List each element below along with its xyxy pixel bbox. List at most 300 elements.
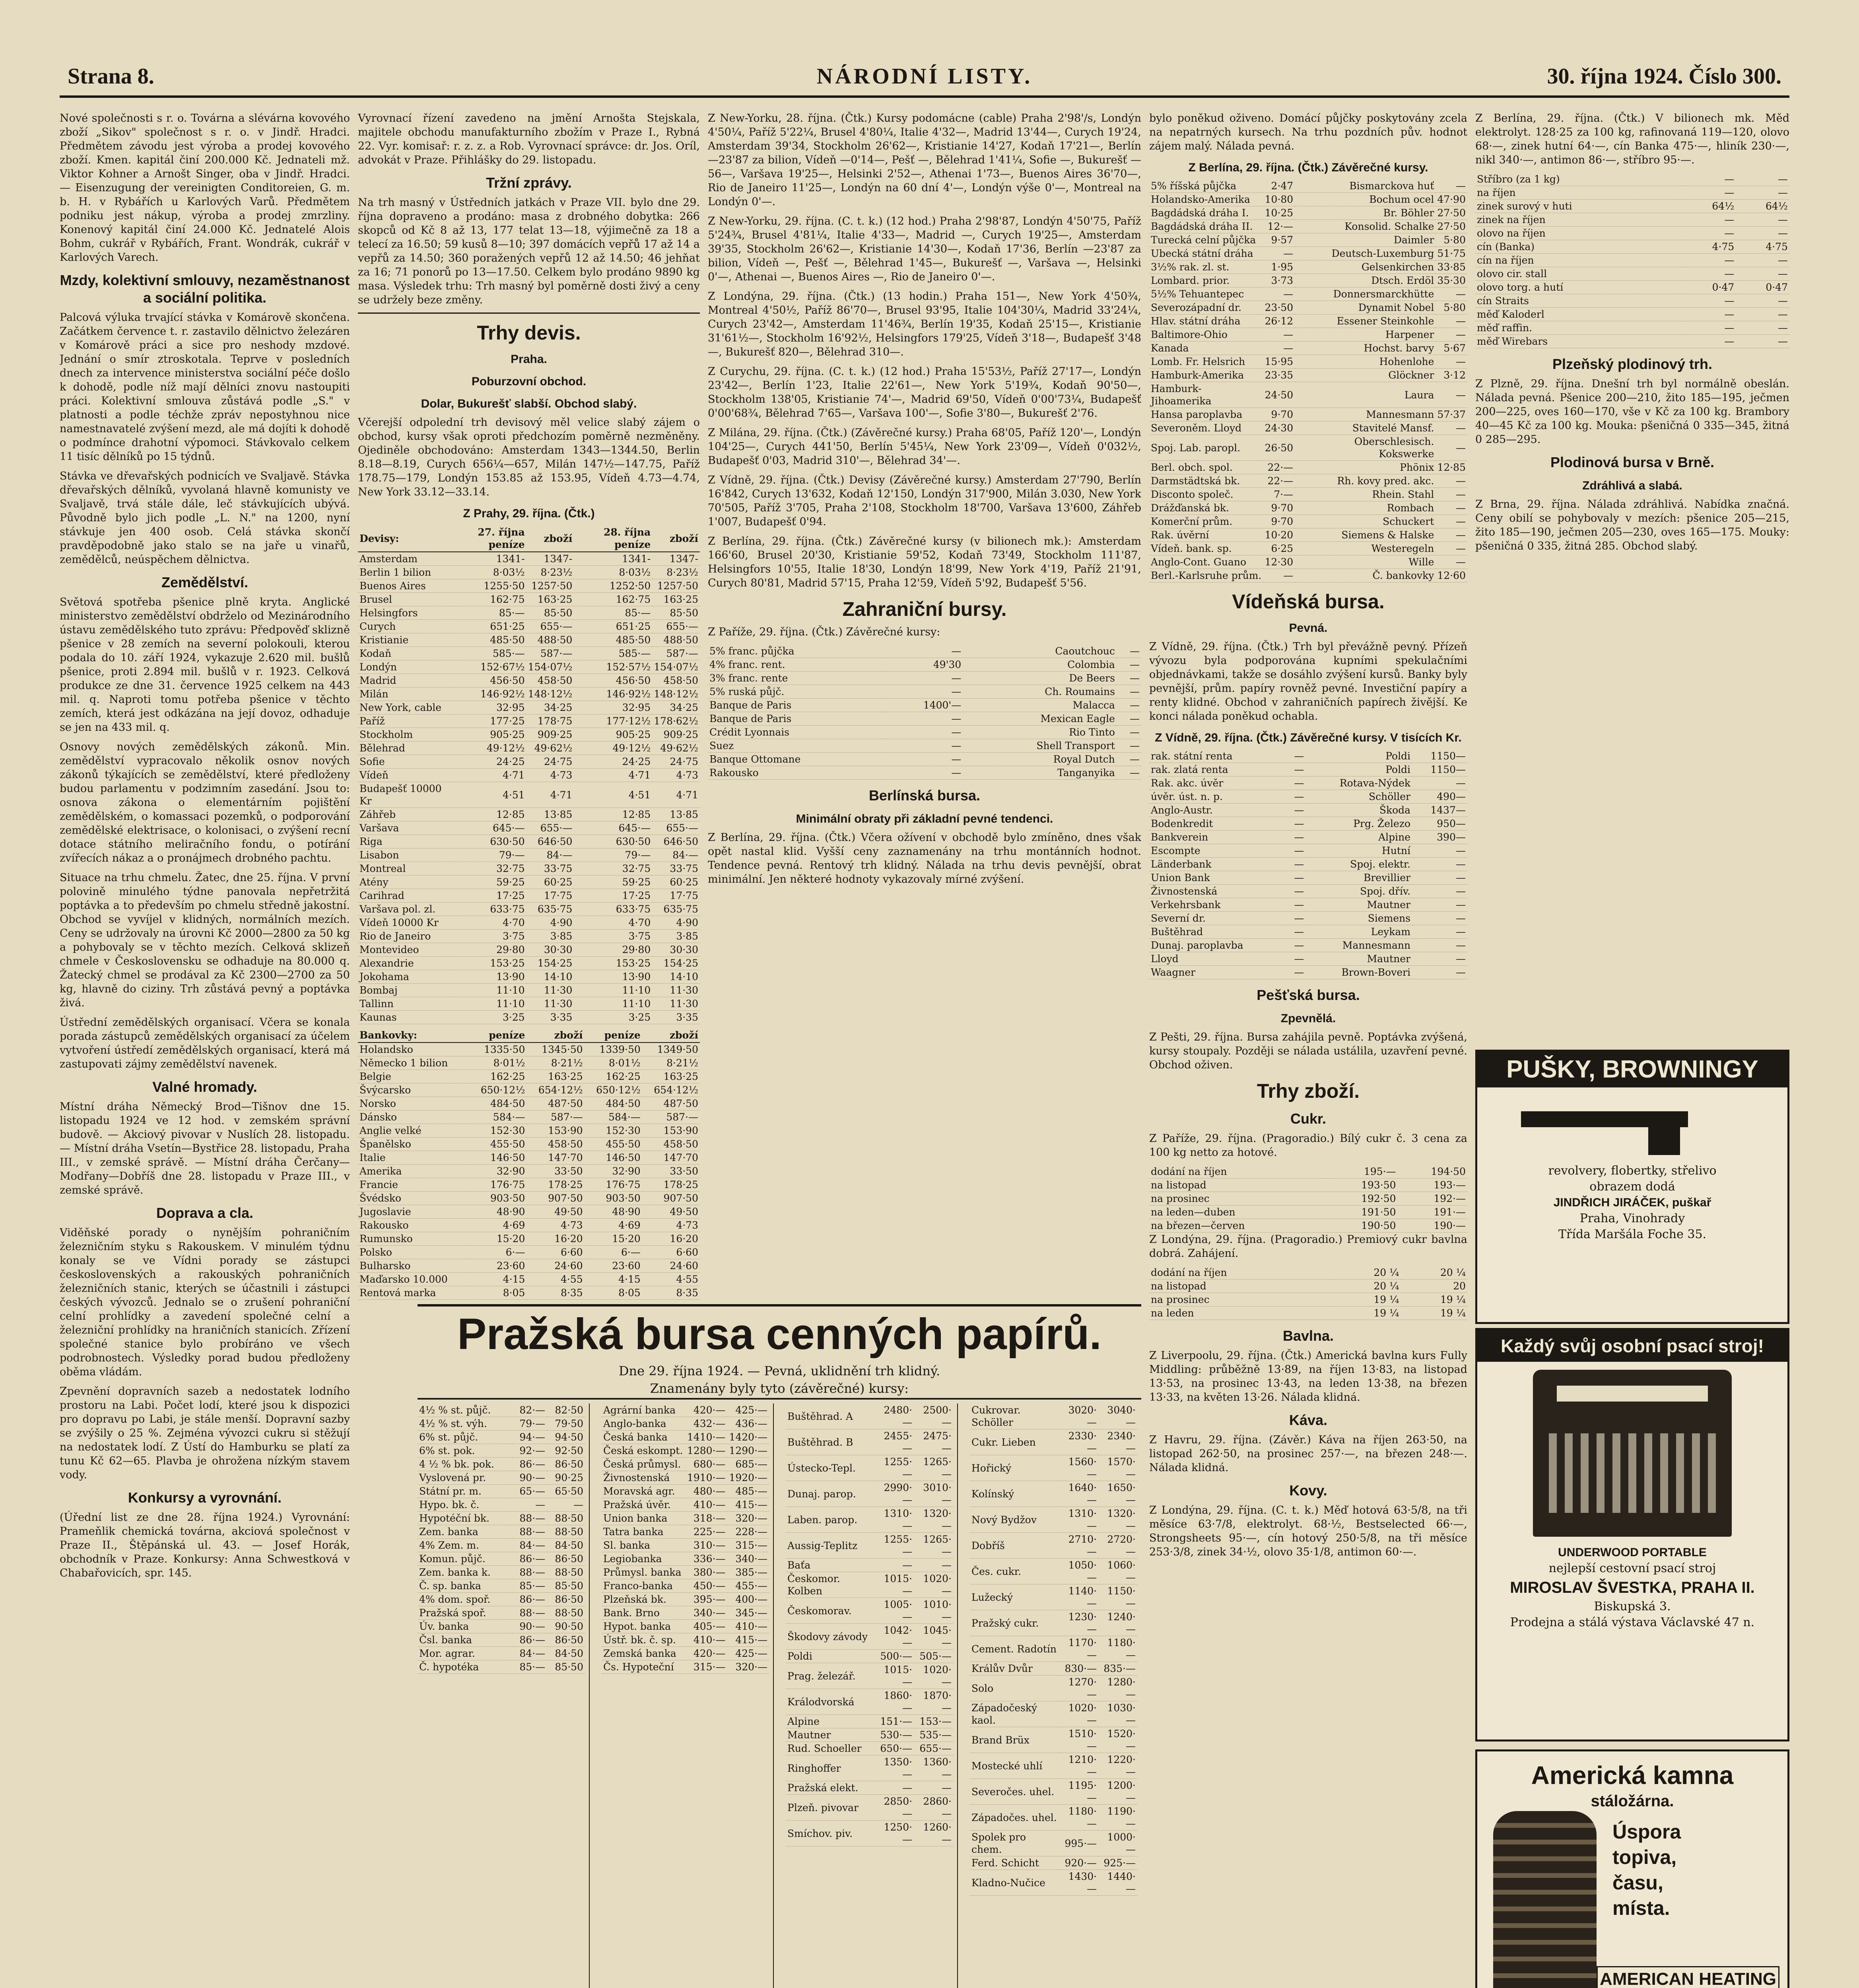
table-cell: 1510·—: [1059, 1727, 1098, 1753]
table-cell: 1345·50: [526, 1043, 584, 1056]
section-heading-bankruptcies: Konkursy a vyrovnání.: [128, 1489, 282, 1506]
berlin-table-title: Z Berlína, 29. října. (Čtk.) Závěrečné kursy.: [1188, 161, 1428, 174]
table-cell: 456·50: [448, 674, 526, 687]
table-cell: 485·—: [727, 1485, 769, 1498]
article-zurich: Z Curychu, 29. října. (C. t. k.) (12 hod.) Praha 15'53½, Paříž 27'17—, Londýn 23'42—, Berlín 1'23, Italie 22'61—, New York 5'19¾, Kodaň 90'50—, Stockholm 138'05, Kristianie 74'—, Madrid 69'50, Vídeň 0'00'73¼, Budapešť 0'00'68¾, Bělehrad 7'65—, Varšava 100'—, Sofie 3'80—, Bukurešť 2'76.: [708, 365, 1141, 419]
bourse-row: [970, 1727, 1137, 1753]
banknotes-col-header: peníze: [585, 1028, 642, 1043]
table-cell: —: [886, 645, 963, 658]
table-cell: Ferd. Schicht: [970, 1856, 1059, 1870]
bourse-column: [602, 1404, 774, 1988]
article-svaljava-strike: Stávka ve dřevařských podnicích ve Svaljavě. Stávka dřevařských dělníků, vyvolaná hlavně komunisty ve Svaljavě, trvá stále dále, leč stávkujících ubývá. Původně bylo jich podle „L. N." na 1200, nyní stávkuje jen 400 osob. Celá stávka skončí pravděpodobně jako stalo se na jaře u vinařů, zemědělců, neúspěchem dělnictva.: [60, 470, 350, 566]
table-cell: —: [1682, 294, 1736, 308]
bourse-row: [602, 1660, 769, 1674]
table-cell: 3·25: [448, 1011, 526, 1024]
subheading-after-bourse: Poburzovní obchod.: [471, 375, 587, 388]
table-cell: 24·30: [1263, 421, 1295, 435]
table-cell: 64½: [1736, 200, 1789, 213]
prague-bourse-subtitle: Dne 29. října 1924. — Pevná, uklidnění trh klidný.: [618, 1363, 940, 1378]
table-cell: 86·50: [547, 1593, 585, 1606]
table-cell: —: [1287, 763, 1305, 777]
table-cell: Pražská úvěr.: [602, 1498, 685, 1512]
table-cell: 11·30: [526, 984, 574, 997]
table-cell: Komun. půjč.: [418, 1552, 512, 1566]
berlin-share-row: [1149, 569, 1467, 582]
table-cell: 630·50: [448, 835, 526, 848]
article-border-traffic: Viděňské porady o nynějším pohraničním železničním styku s Rakouskem. V minulém týdnu konaly se ve Vídni porady se zástupci československých a rakouských pohraničních železničních stanic, kterých se účastnili i zástupci českých vývozců. Jednalo se o zrušení pohraniční celní prohlídky a zavedení společné celní a železniční prohlídky na hraničních stanicích. Zřízení společné stanice bylo probíráno ve všech podrobnostech. Výsledky porad budou předloženy oběma vládám.: [60, 1227, 350, 1378]
table-cell: Lužecký: [970, 1584, 1059, 1610]
table-cell: Č. sp. banka: [418, 1579, 512, 1593]
ad-stove: [1475, 1749, 1789, 1988]
table-cell: Českomor. Kolben: [786, 1572, 874, 1598]
table-cell: 154·07½: [526, 660, 574, 674]
table-cell: 12·85: [1436, 461, 1467, 474]
table-cell: olovo cir. stall: [1475, 267, 1682, 281]
table-cell: 4·90: [526, 916, 574, 930]
table-cell: 49·62½: [652, 742, 700, 755]
table-cell: 94·50: [547, 1431, 585, 1444]
table-cell: Lomb. Fr. Helsrich: [1149, 355, 1263, 369]
table-cell: 4·73: [526, 769, 574, 782]
vienna-share-row: [1149, 939, 1467, 952]
table-cell: dodání na říjen: [1149, 1165, 1328, 1178]
table-cell: dodání na říjen: [1149, 1266, 1334, 1279]
table-cell: 1265·—: [914, 1455, 953, 1481]
bourse-row: [418, 1633, 585, 1647]
table-cell: 5·67: [1436, 342, 1467, 355]
table-cell: Českomorav.: [786, 1598, 874, 1624]
table-cell: 4·69: [469, 1219, 526, 1232]
table-cell: 12·85: [448, 808, 526, 821]
table-cell: Vídeň. bank. sp.: [1149, 542, 1263, 555]
table-cell: —: [1287, 831, 1305, 844]
table-cell: Laura: [1295, 382, 1436, 408]
table-cell: Deutsch-Luxemburg: [1295, 247, 1436, 260]
table-cell: 154·25: [652, 957, 700, 970]
table-cell: 2500·—: [914, 1404, 953, 1429]
bourse-row: [602, 1404, 769, 1417]
berlin-share-row: [1149, 260, 1467, 274]
metal-row: [1475, 308, 1789, 321]
table-cell: na listopad: [1149, 1279, 1334, 1293]
table-cell: —: [1682, 213, 1736, 227]
table-cell: Nový Bydžov: [970, 1507, 1059, 1533]
table-cell: 49·12½: [448, 742, 526, 755]
table-cell: —: [1117, 672, 1141, 685]
table-cell: Kodaň: [358, 647, 448, 660]
table-cell: 650·12½: [469, 1083, 526, 1097]
article-plzen: Z Plzně, 29. října. Dnešní trh byl normálně obeslán. Nálada pevná. Pšenice 200—210, žito 185—195, ječmen 200—225, oves 160—170, vše v Kč za 100 kg. Brambory 40—45 Kč za 100 kg. Mouka: pšeničná 0 335—345, žitná 0 285—295.: [1475, 378, 1789, 446]
table-cell: 4·51: [574, 782, 652, 808]
table-cell: Essener Steinkohle: [1295, 315, 1436, 328]
table-cell: 1210·—: [1059, 1753, 1098, 1779]
table-cell: 485·50: [574, 633, 652, 647]
table-cell: Anglo-Austr.: [1149, 804, 1287, 817]
sugar-row: [1149, 1165, 1467, 1178]
table-cell: 1640·—: [1059, 1481, 1098, 1507]
table-cell: Kladno-Nučice: [970, 1870, 1059, 1896]
table-cell: —: [1263, 247, 1295, 260]
devisen-row: [358, 552, 700, 566]
table-cell: 4½ % st. půjč.: [418, 1404, 512, 1417]
table-cell: Buštěhrad. B: [786, 1429, 874, 1455]
table-cell: 30·30: [526, 943, 574, 957]
table-cell: Amsterdam: [358, 552, 448, 566]
table-cell: 8·23½: [652, 566, 700, 579]
table-cell: Drážďanská bk.: [1149, 501, 1263, 515]
table-cell: —: [1263, 287, 1295, 301]
devisen-row: [358, 647, 700, 660]
table-cell: 177·12½: [574, 714, 652, 728]
table-cell: Riga: [358, 835, 448, 848]
table-cell: Hamburk-Amerika: [1149, 369, 1263, 382]
bourse-row: [602, 1498, 769, 1512]
table-cell: Bankverein: [1149, 831, 1287, 844]
vienna-shares-table: [1149, 749, 1467, 979]
table-cell: 395·—: [685, 1593, 727, 1606]
devisen-row: [358, 633, 700, 647]
table-cell: Ústř. bk. č. sp.: [602, 1633, 685, 1647]
table-cell: 11·30: [526, 997, 574, 1011]
table-cell: na listopad: [1149, 1178, 1328, 1192]
table-cell: 153·25: [448, 957, 526, 970]
page-number: Strana 8.: [68, 64, 154, 89]
table-cell: Dánsko: [358, 1110, 469, 1124]
table-cell: Varšava pol. zl.: [358, 903, 448, 916]
table-cell: —: [1436, 421, 1467, 435]
bourse-row: [786, 1598, 953, 1624]
bourse-row: [602, 1647, 769, 1660]
devisen-row: [358, 821, 700, 835]
table-cell: —: [1736, 335, 1789, 348]
vienna-share-row: [1149, 804, 1467, 817]
table-cell: —: [1682, 227, 1736, 240]
table-cell: 79·—: [574, 848, 652, 862]
table-cell: 405·—: [685, 1620, 727, 1633]
table-cell: 148·12½: [652, 687, 700, 701]
table-cell: 24·50: [1263, 382, 1295, 408]
table-cell: Plzeň. pivovar: [786, 1795, 874, 1821]
table-cell: 1400'—: [886, 699, 963, 712]
table-cell: 587·—: [526, 1110, 584, 1124]
table-cell: Hansa paroplavba: [1149, 408, 1263, 421]
paris-row: [708, 685, 1141, 699]
table-cell: Holandsko: [358, 1043, 469, 1056]
table-cell: Hutní: [1305, 844, 1412, 858]
ad-stove-line: Úspora: [1612, 1821, 1681, 1843]
table-cell: 23·35: [1263, 369, 1295, 382]
table-cell: 6·60: [526, 1246, 584, 1259]
devisen-row: [358, 943, 700, 957]
metal-row: [1475, 186, 1789, 200]
bourse-row: [970, 1533, 1137, 1559]
table-cell: 587·—: [526, 647, 574, 660]
table-cell: 24·60: [642, 1259, 700, 1273]
table-cell: 1015·—: [874, 1572, 914, 1598]
berlin-share-row: [1149, 328, 1467, 342]
table-cell: 8·35: [642, 1286, 700, 1300]
table-cell: 3·85: [652, 930, 700, 943]
table-cell: 49·50: [642, 1205, 700, 1219]
berlin-share-row: [1149, 408, 1467, 421]
table-cell: —: [1736, 173, 1789, 186]
bourse-row: [970, 1675, 1137, 1701]
bourse-row: [970, 1610, 1137, 1636]
table-cell: 1437—: [1412, 804, 1467, 817]
table-cell: Mor. agrar.: [418, 1647, 512, 1660]
table-cell: —: [1436, 315, 1467, 328]
table-cell: —: [1412, 858, 1467, 871]
table-cell: 4·55: [642, 1273, 700, 1286]
paris-row: [708, 739, 1141, 753]
table-cell: 191·—: [1398, 1206, 1467, 1219]
devisen-row: [358, 728, 700, 742]
table-cell: —: [1436, 328, 1467, 342]
table-cell: Hamburk-Jihoamerika: [1149, 382, 1263, 408]
table-cell: Madrid: [358, 674, 448, 687]
table-cell: 585·—: [448, 647, 526, 660]
column-grain: [1475, 111, 1789, 1145]
table-cell: 20 ¼: [1334, 1266, 1401, 1279]
table-cell: 320·—: [727, 1512, 769, 1525]
table-cell: —: [1682, 173, 1736, 186]
bourse-row: [970, 1455, 1137, 1481]
table-cell: Paříž: [358, 714, 448, 728]
table-cell: 1195·—: [1059, 1779, 1098, 1805]
table-cell: —: [1736, 254, 1789, 267]
table-cell: 1020·—: [914, 1663, 953, 1689]
table-cell: —: [886, 672, 963, 685]
table-cell: 3·35: [652, 1011, 700, 1024]
bourse-row: [418, 1660, 585, 1674]
table-cell: 1339·50: [585, 1043, 642, 1056]
table-cell: 27·50: [1436, 206, 1467, 220]
table-cell: Čs. Hypoteční: [602, 1660, 685, 1674]
table-cell: —: [874, 1781, 914, 1795]
article-berlin-metals: Z Berlína, 29. října. (Čtk.) V bilionech mk. Měď elektrolyt. 128·25 za 100 kg, rafinovaná 119—120, olovo 68·—, zinek hutní 64·—, cín Banka 475·—, hliník 230·—, nikl 340·—, antimon 86·—, stříbro 95·—.: [1475, 112, 1789, 166]
table-cell: Tatra banka: [602, 1525, 685, 1539]
table-cell: —: [1117, 699, 1141, 712]
table-cell: —: [1682, 254, 1736, 267]
table-cell: 86·—: [512, 1633, 547, 1647]
table-cell: 484·50: [469, 1097, 526, 1110]
banknotes-col-header: Bankovky:: [358, 1028, 469, 1043]
table-cell: 1910·—: [685, 1471, 727, 1485]
table-cell: 11·10: [448, 984, 526, 997]
table-cell: 1250·—: [874, 1821, 914, 1846]
table-cell: 10·80: [1263, 193, 1295, 206]
bourse-row: [970, 1559, 1137, 1584]
section-heading-foreign-bourses: Zahraniční bursy.: [842, 598, 1007, 620]
article-berlin: Z Berlína, 29. října. (Čtk.) Závěrečné kursy (v bilionech mk.): Amsterdam 166'60, Brusel 20'30, Kristianie 59'52, Kodaň 73'49, Stockholm 111'87, Helsingfors 10'55, Italie 18'30, Londýn 18'99, New York 4'19, Paříž 21'91, Curych 80'81, Madrid 57'15, Praha 12'59, Vídeň 5'92, Budapešť 5'56.: [708, 535, 1141, 589]
table-cell: —: [1287, 885, 1305, 898]
section-heading-transport: Doprava a cla.: [156, 1205, 254, 1221]
table-cell: —: [1287, 817, 1305, 831]
table-cell: Lisabon: [358, 848, 448, 862]
bourse-row: [602, 1525, 769, 1539]
table-cell: —: [1412, 777, 1467, 790]
table-cell: Colombia: [963, 658, 1117, 672]
table-cell: —: [1263, 342, 1295, 355]
table-cell: 11·10: [574, 984, 652, 997]
table-cell: —: [1682, 186, 1736, 200]
table-cell: Rio Tinto: [963, 726, 1117, 739]
table-cell: Amerika: [358, 1165, 469, 1178]
devisen-row: [358, 862, 700, 876]
table-cell: Kristianie: [358, 633, 448, 647]
table-cell: 8·35: [526, 1286, 584, 1300]
table-cell: Moravská agr.: [602, 1485, 685, 1498]
table-cell: 34·25: [526, 701, 574, 714]
table-cell: —: [1287, 804, 1305, 817]
table-cell: 1320·—: [914, 1507, 953, 1533]
table-cell: 1000·—: [1098, 1831, 1137, 1856]
table-cell: Bismarckova huť: [1295, 179, 1436, 193]
article-bankruptcies: (Úřední list ze dne 28. října 1924.) Vyrovnání: Prameňlik chemická továrna, akciová společnost v Praze II., Štěpánská ul. 43. — Josef Horák, obchodník v Praze. Konkursy: Anna Schwestková v Chabařovicích, spr. 145.: [60, 1511, 350, 1579]
table-cell: Švýcarsko: [358, 1083, 469, 1097]
table-cell: Mautner: [786, 1728, 874, 1742]
table-cell: 146·92½: [574, 687, 652, 701]
devisen-col-header: zboží: [526, 525, 574, 552]
bourse-row: [786, 1689, 953, 1715]
table-cell: 410·—: [685, 1498, 727, 1512]
table-cell: 400·—: [727, 1593, 769, 1606]
table-cell: 1015·—: [874, 1663, 914, 1689]
table-cell: 2480·—: [874, 1404, 914, 1429]
table-cell: 192·50: [1328, 1192, 1397, 1206]
banknote-row: [358, 1219, 700, 1232]
table-cell: Leykam: [1305, 925, 1412, 939]
table-cell: 17·75: [526, 889, 574, 903]
ad-typewriter-line: Prodejna a stálá výstava Václavské 47 n.: [1510, 1615, 1755, 1629]
table-cell: 4% Zem. m.: [418, 1539, 512, 1552]
table-cell: Česká eskompt.: [602, 1444, 685, 1458]
bourse-row: [602, 1593, 769, 1606]
table-cell: 1650·—: [1098, 1481, 1137, 1507]
bourse-row: [786, 1572, 953, 1598]
table-cell: —: [1436, 542, 1467, 555]
table-cell: 26·12: [1263, 315, 1295, 328]
table-cell: —: [886, 739, 963, 753]
berlin-share-row: [1149, 542, 1467, 555]
ad-guns: [1475, 1050, 1789, 1324]
table-cell: Anglie velké: [358, 1124, 469, 1138]
table-cell: Hypotéční bk.: [418, 1512, 512, 1525]
devisen-col-header: zboží: [652, 525, 700, 552]
table-cell: 1020·—: [1059, 1701, 1098, 1727]
table-cell: 8·01½: [469, 1056, 526, 1070]
sugar-row: [1149, 1192, 1467, 1206]
stove-icon: [1493, 1811, 1597, 1988]
ad-guns-line: JINDŘICH JIRÁČEK, puškař: [1553, 1196, 1711, 1209]
table-cell: 455·50: [469, 1138, 526, 1151]
table-cell: 1200·—: [1098, 1779, 1137, 1805]
table-cell: Živnostenská: [602, 1471, 685, 1485]
table-cell: 1150—: [1412, 749, 1467, 763]
table-cell: cín na říjen: [1475, 254, 1682, 267]
table-cell: Alpine: [1305, 831, 1412, 844]
subheading-coffee: Káva.: [1289, 1412, 1328, 1428]
bourse-row: [418, 1620, 585, 1633]
table-cell: Carihrad: [358, 889, 448, 903]
table-cell: Budapešť 10000 Kr: [358, 782, 448, 808]
vienna-share-row: [1149, 817, 1467, 831]
table-cell: 651·25: [574, 620, 652, 633]
table-cell: 82·50: [547, 1404, 585, 1417]
table-cell: 635·75: [652, 903, 700, 916]
table-cell: Rak. akc. úvěr: [1149, 777, 1287, 790]
table-cell: 154·25: [526, 957, 574, 970]
bourse-row: [970, 1856, 1137, 1870]
table-cell: —: [1436, 528, 1467, 542]
table-cell: —: [914, 1781, 953, 1795]
table-cell: 88·—: [512, 1512, 547, 1525]
ad-typewriter-line: UNDERWOOD PORTABLE: [1558, 1546, 1707, 1559]
table-cell: Hohenlohe: [1295, 355, 1436, 369]
table-cell: Živnostenská: [1149, 885, 1287, 898]
vienna-share-row: [1149, 790, 1467, 804]
table-cell: Waagner: [1149, 966, 1287, 979]
bourse-row: [786, 1533, 953, 1559]
table-cell: 1180·—: [1059, 1805, 1098, 1831]
table-cell: 4·90: [652, 916, 700, 930]
table-cell: Francie: [358, 1178, 469, 1192]
column-foreign-rates: [708, 111, 1141, 1304]
table-cell: —: [1682, 335, 1736, 348]
metal-row: [1475, 227, 1789, 240]
table-cell: 1570·—: [1098, 1455, 1137, 1481]
table-cell: 1349·50: [642, 1043, 700, 1056]
table-cell: 655·—: [526, 821, 574, 835]
subheading-dollar: Dolar, Bukurešť slabší. Obchod slabý.: [421, 397, 637, 410]
table-cell: 10·20: [1263, 528, 1295, 542]
bourse-row: [602, 1512, 769, 1525]
bourse-row: [786, 1728, 953, 1742]
banknote-row: [358, 1110, 700, 1124]
table-cell: 32·95: [448, 701, 526, 714]
vienna-share-row: [1149, 749, 1467, 763]
table-cell: 6·60: [642, 1246, 700, 1259]
table-cell: Sl. banka: [602, 1539, 685, 1552]
pistol-icon: [1521, 1095, 1744, 1155]
devisen-row: [358, 782, 700, 808]
table-cell: 646·50: [526, 835, 574, 848]
table-cell: Severoněm. Lloyd: [1149, 421, 1263, 435]
berlin-share-row: [1149, 355, 1467, 369]
banknote-row: [358, 1192, 700, 1205]
table-cell: 4·71: [526, 782, 574, 808]
article-milan: Z Milána, 29. října. (Čtk.) (Závěrečné kursy.) Praha 68'05, Paříž 120'—, Londýn 104'25—, Curych 441'50, Berlín 5'45¼, New York 23'09—, Vídeň 0'032½, Budapešť 0'03, Madrid 310'—, Bělehrad 34'—.: [708, 427, 1141, 467]
table-cell: —: [1287, 939, 1305, 952]
table-cell: 5% franc. půjčka: [708, 645, 886, 658]
paris-row: [708, 712, 1141, 726]
table-cell: Länderbank: [1149, 858, 1287, 871]
table-cell: Rud. Schoeller: [786, 1742, 874, 1755]
table-cell: Pražská elekt.: [786, 1781, 874, 1795]
table-cell: Lombard. prior.: [1149, 274, 1263, 287]
table-cell: Vídeň 10000 Kr: [358, 916, 448, 930]
table-cell: 4·51: [448, 782, 526, 808]
paris-row: [708, 766, 1141, 780]
table-cell: 5·80: [1436, 233, 1467, 247]
table-cell: 655·—: [652, 620, 700, 633]
table-cell: 3·73: [1263, 274, 1295, 287]
ad-typewriter-title: Každý svůj osobní psací stroj!: [1477, 1330, 1787, 1362]
table-cell: Turecká celní půjčka: [1149, 233, 1263, 247]
bourse-row: [786, 1755, 953, 1781]
table-cell: 79·—: [448, 848, 526, 862]
table-cell: Banque de Paris: [708, 699, 886, 712]
